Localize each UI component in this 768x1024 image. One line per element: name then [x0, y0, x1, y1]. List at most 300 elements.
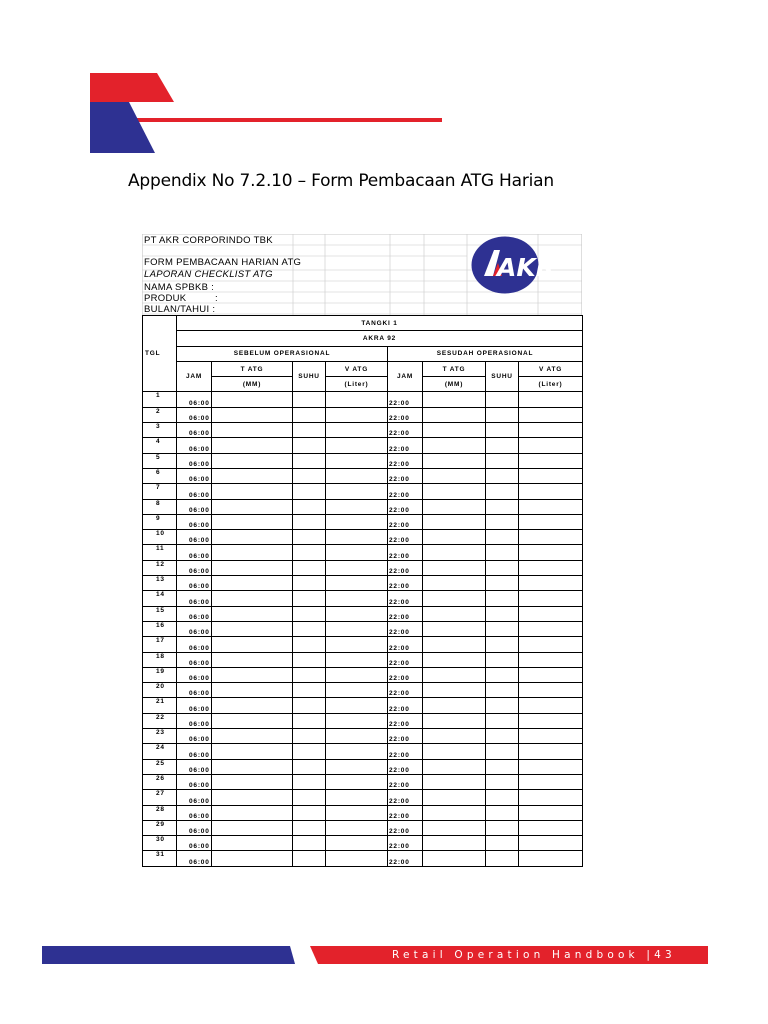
suhu-after-cell[interactable] — [486, 606, 519, 621]
day-number: 29 — [143, 820, 177, 835]
jam-before-cell: 06:00 — [177, 621, 212, 636]
suhu-after-cell[interactable] — [486, 484, 519, 499]
suhu-after-cell[interactable] — [486, 729, 519, 744]
suhu-before-cell[interactable] — [293, 744, 326, 759]
tatg-header: T ATG — [212, 361, 293, 376]
table-row — [143, 759, 583, 774]
suhu-before-cell[interactable] — [293, 729, 326, 744]
jam-before-cell: 06:00 — [177, 729, 212, 744]
tatg-after-cell[interactable] — [423, 468, 486, 483]
vatg-after-cell[interactable] — [519, 713, 583, 728]
suhu-before-cell[interactable] — [293, 621, 326, 636]
tatg-after-cell[interactable] — [423, 820, 486, 835]
vatg-after-cell[interactable] — [519, 468, 583, 483]
suhu-before-cell[interactable] — [293, 499, 326, 514]
jam-after-cell: 22:00 — [388, 453, 423, 468]
vatg-header: V ATG — [326, 361, 388, 376]
vatg-after-cell[interactable] — [519, 836, 583, 851]
jam-after-cell: 22:00 — [388, 545, 423, 560]
vatg-after-cell[interactable] — [519, 729, 583, 744]
jam-after-cell: 22:00 — [388, 805, 423, 820]
tatg-before-cell[interactable] — [212, 759, 293, 774]
tatg-before-cell[interactable] — [212, 591, 293, 606]
day-number: 19 — [143, 667, 177, 682]
jam-after-cell: 22:00 — [388, 851, 423, 866]
vatg-before-cell[interactable] — [326, 698, 388, 713]
table-row — [143, 392, 583, 407]
tatg-after-cell[interactable] — [423, 545, 486, 560]
suhu-before-cell[interactable] — [293, 407, 326, 422]
vatg-before-cell[interactable] — [326, 591, 388, 606]
vatg-before-cell[interactable] — [326, 713, 388, 728]
vatg-after-cell[interactable] — [519, 606, 583, 621]
suhu-after-cell[interactable] — [486, 759, 519, 774]
day-number: 27 — [143, 790, 177, 805]
suhu-after-cell[interactable] — [486, 774, 519, 789]
jam-header-after: JAM — [388, 361, 423, 392]
suhu-before-cell[interactable] — [293, 484, 326, 499]
tatg-before-cell[interactable] — [212, 392, 293, 407]
jam-before-cell: 06:00 — [177, 759, 212, 774]
jam-before-cell: 06:00 — [177, 713, 212, 728]
suhu-after-cell[interactable] — [486, 683, 519, 698]
tatg-before-cell[interactable] — [212, 606, 293, 621]
vatg-before-cell[interactable] — [326, 468, 388, 483]
vatg-before-cell[interactable] — [326, 392, 388, 407]
tatg-before-cell[interactable] — [212, 713, 293, 728]
suhu-before-cell[interactable] — [293, 851, 326, 866]
tatg-after-cell[interactable] — [423, 729, 486, 744]
jam-before-cell: 06:00 — [177, 851, 212, 866]
tatg-after-cell[interactable] — [423, 836, 486, 851]
vatg-after-cell[interactable] — [519, 698, 583, 713]
jam-after-cell: 22:00 — [388, 576, 423, 591]
atg-reading-table — [142, 315, 583, 867]
jam-before-cell: 06:00 — [177, 805, 212, 820]
suhu-after-cell[interactable] — [486, 790, 519, 805]
suhu-after-cell[interactable] — [486, 423, 519, 438]
jam-after-cell: 22:00 — [388, 713, 423, 728]
suhu-before-cell[interactable] — [293, 637, 326, 652]
suhu-before-cell[interactable] — [293, 759, 326, 774]
suhu-after-cell[interactable] — [486, 545, 519, 560]
suhu-after-cell[interactable] — [486, 514, 519, 529]
suhu-after-cell[interactable] — [486, 652, 519, 667]
tatg-after-cell[interactable] — [423, 790, 486, 805]
suhu-before-cell[interactable] — [293, 774, 326, 789]
tatg-after-cell[interactable] — [423, 851, 486, 866]
suhu-after-cell[interactable] — [486, 836, 519, 851]
suhu-before-cell[interactable] — [293, 560, 326, 575]
suhu-before-cell[interactable] — [293, 790, 326, 805]
vatg-before-cell[interactable] — [326, 744, 388, 759]
suhu-before-cell[interactable] — [293, 545, 326, 560]
jam-before-cell: 06:00 — [177, 453, 212, 468]
vatg-before-cell[interactable] — [326, 805, 388, 820]
jam-after-cell: 22:00 — [388, 560, 423, 575]
tatg-after-cell[interactable] — [423, 407, 486, 422]
tatg-before-cell[interactable] — [212, 407, 293, 422]
day-number: 1 — [143, 392, 177, 407]
tatg-after-cell[interactable] — [423, 606, 486, 621]
tatg-before-cell[interactable] — [212, 514, 293, 529]
table-row — [143, 683, 583, 698]
vatg-after-cell[interactable] — [519, 576, 583, 591]
tatg-before-cell[interactable] — [212, 851, 293, 866]
tgl-header: TGL — [143, 316, 177, 392]
vatg-after-cell[interactable] — [519, 560, 583, 575]
vatg-after-cell[interactable] — [519, 453, 583, 468]
jam-after-cell: 22:00 — [388, 729, 423, 744]
tatg-before-cell[interactable] — [212, 744, 293, 759]
tatg-before-cell[interactable] — [212, 499, 293, 514]
day-number: 30 — [143, 836, 177, 851]
table-row — [143, 560, 583, 575]
jam-after-cell: 22:00 — [388, 468, 423, 483]
vatg-before-cell[interactable] — [326, 576, 388, 591]
tatg-after-cell[interactable] — [423, 499, 486, 514]
vatg-before-cell[interactable] — [326, 652, 388, 667]
suhu-before-cell[interactable] — [293, 667, 326, 682]
day-number: 14 — [143, 591, 177, 606]
tatg-unit-after: (MM) — [423, 377, 486, 392]
form-title: FORM PEMBACAAN HARIAN ATG — [144, 257, 302, 268]
day-number: 12 — [143, 560, 177, 575]
table-row — [143, 423, 583, 438]
jam-after-cell: 22:00 — [388, 438, 423, 453]
suhu-after-cell[interactable] — [486, 713, 519, 728]
suhu-before-cell[interactable] — [293, 576, 326, 591]
suhu-after-cell[interactable] — [486, 407, 519, 422]
vatg-before-cell[interactable] — [326, 484, 388, 499]
vatg-before-cell[interactable] — [326, 729, 388, 744]
footer-handbook-page: Retail Operation Handbook |43 — [392, 949, 676, 961]
vatg-unit: (Liter) — [326, 377, 388, 392]
jam-after-cell: 22:00 — [388, 637, 423, 652]
tatg-after-cell[interactable] — [423, 453, 486, 468]
tatg-before-cell[interactable] — [212, 484, 293, 499]
tatg-before-cell[interactable] — [212, 667, 293, 682]
company-name: PT AKR CORPORINDO TBK — [144, 235, 273, 246]
jam-after-cell: 22:00 — [388, 652, 423, 667]
table-row — [143, 790, 583, 805]
vatg-before-cell[interactable] — [326, 530, 388, 545]
vatg-before-cell[interactable] — [326, 606, 388, 621]
tatg-after-cell[interactable] — [423, 759, 486, 774]
tatg-after-cell[interactable] — [423, 713, 486, 728]
jam-before-cell: 06:00 — [177, 392, 212, 407]
jam-after-cell: 22:00 — [388, 591, 423, 606]
day-number: 18 — [143, 652, 177, 667]
table-row — [143, 438, 583, 453]
vatg-after-cell[interactable] — [519, 438, 583, 453]
tatg-before-cell[interactable] — [212, 637, 293, 652]
suhu-after-cell[interactable] — [486, 576, 519, 591]
field-nama-spbkb: NAMA SPBKB : — [144, 282, 215, 293]
tatg-before-cell[interactable] — [212, 820, 293, 835]
tatg-after-cell[interactable] — [423, 392, 486, 407]
tatg-before-cell[interactable] — [212, 530, 293, 545]
suhu-after-cell[interactable] — [486, 820, 519, 835]
suhu-after-cell[interactable] — [486, 621, 519, 636]
vatg-after-cell[interactable] — [519, 407, 583, 422]
tatg-before-cell[interactable] — [212, 453, 293, 468]
suhu-before-cell[interactable] — [293, 805, 326, 820]
tatg-after-cell[interactable] — [423, 484, 486, 499]
suhu-after-cell[interactable] — [486, 805, 519, 820]
vatg-after-cell[interactable] — [519, 820, 583, 835]
table-row — [143, 514, 583, 529]
suhu-before-cell[interactable] — [293, 423, 326, 438]
jam-after-cell: 22:00 — [388, 514, 423, 529]
tatg-before-cell[interactable] — [212, 621, 293, 636]
table-row — [143, 591, 583, 606]
table-row — [143, 774, 583, 789]
jam-after-cell: 22:00 — [388, 759, 423, 774]
jam-before-cell: 06:00 — [177, 530, 212, 545]
day-number: 28 — [143, 805, 177, 820]
vatg-after-cell[interactable] — [519, 667, 583, 682]
jam-before-cell: 06:00 — [177, 698, 212, 713]
tatg-before-cell[interactable] — [212, 423, 293, 438]
suhu-after-cell[interactable] — [486, 698, 519, 713]
suhu-after-cell[interactable] — [486, 392, 519, 407]
table-row — [143, 713, 583, 728]
suhu-after-cell[interactable] — [486, 851, 519, 866]
suhu-before-cell[interactable] — [293, 606, 326, 621]
tangki-header: TANGKI 1 — [177, 316, 583, 331]
vatg-before-cell[interactable] — [326, 637, 388, 652]
day-number: 17 — [143, 637, 177, 652]
vatg-before-cell[interactable] — [326, 790, 388, 805]
tatg-before-cell[interactable] — [212, 560, 293, 575]
vatg-after-cell[interactable] — [519, 530, 583, 545]
atg-form — [142, 234, 582, 867]
vatg-after-cell[interactable] — [519, 774, 583, 789]
tatg-after-cell[interactable] — [423, 683, 486, 698]
field-bulan-tahun: BULAN/TAHUI : — [144, 304, 216, 315]
vatg-before-cell[interactable] — [326, 545, 388, 560]
suhu-after-cell[interactable] — [486, 530, 519, 545]
vatg-after-cell[interactable] — [519, 851, 583, 866]
jam-before-cell: 06:00 — [177, 484, 212, 499]
suhu-after-cell[interactable] — [486, 637, 519, 652]
vatg-after-cell[interactable] — [519, 545, 583, 560]
vatg-before-cell[interactable] — [326, 759, 388, 774]
vatg-after-cell[interactable] — [519, 484, 583, 499]
suhu-before-cell[interactable] — [293, 683, 326, 698]
vatg-after-cell[interactable] — [519, 423, 583, 438]
suhu-before-cell[interactable] — [293, 698, 326, 713]
vatg-before-cell[interactable] — [326, 774, 388, 789]
tatg-after-cell[interactable] — [423, 591, 486, 606]
suhu-after-cell[interactable] — [486, 453, 519, 468]
tatg-after-cell[interactable] — [423, 774, 486, 789]
vatg-before-cell[interactable] — [326, 453, 388, 468]
table-row — [143, 729, 583, 744]
day-number: 20 — [143, 683, 177, 698]
table-row — [143, 499, 583, 514]
table-row — [143, 621, 583, 636]
suhu-before-cell[interactable] — [293, 713, 326, 728]
tatg-after-cell[interactable] — [423, 621, 486, 636]
vatg-before-cell[interactable] — [326, 514, 388, 529]
day-number: 9 — [143, 514, 177, 529]
table-row — [143, 453, 583, 468]
suhu-before-cell[interactable] — [293, 820, 326, 835]
table-row — [143, 820, 583, 835]
vatg-after-cell[interactable] — [519, 790, 583, 805]
jam-before-cell: 06:00 — [177, 637, 212, 652]
akr-logo-text: AKR — [497, 253, 555, 282]
vatg-before-cell[interactable] — [326, 621, 388, 636]
tatg-after-cell[interactable] — [423, 744, 486, 759]
vatg-after-cell[interactable] — [519, 637, 583, 652]
vatg-before-cell[interactable] — [326, 499, 388, 514]
day-number: 13 — [143, 576, 177, 591]
tatg-after-cell[interactable] — [423, 438, 486, 453]
vatg-before-cell[interactable] — [326, 438, 388, 453]
table-row — [143, 407, 583, 422]
table-row — [143, 606, 583, 621]
jam-before-cell: 06:00 — [177, 606, 212, 621]
tatg-before-cell[interactable] — [212, 836, 293, 851]
jam-after-cell: 22:00 — [388, 667, 423, 682]
jam-after-cell: 22:00 — [388, 499, 423, 514]
jam-before-cell: 06:00 — [177, 468, 212, 483]
tatg-before-cell[interactable] — [212, 576, 293, 591]
jam-before-cell: 06:00 — [177, 438, 212, 453]
vatg-before-cell[interactable] — [326, 667, 388, 682]
vatg-after-cell[interactable] — [519, 652, 583, 667]
akr-logo — [471, 236, 555, 294]
jam-header: JAM — [177, 361, 212, 392]
suhu-after-cell[interactable] — [486, 560, 519, 575]
tatg-header-after: T ATG — [423, 361, 486, 376]
table-row — [143, 545, 583, 560]
jam-after-cell: 22:00 — [388, 423, 423, 438]
sebelum-operasional-header: SEBELUM OPERASIONAL — [177, 346, 388, 361]
day-number: 22 — [143, 713, 177, 728]
tatg-after-cell[interactable] — [423, 560, 486, 575]
jam-after-cell: 22:00 — [388, 698, 423, 713]
tatg-after-cell[interactable] — [423, 530, 486, 545]
day-number: 26 — [143, 774, 177, 789]
day-number: 6 — [143, 468, 177, 483]
tatg-before-cell[interactable] — [212, 652, 293, 667]
tatg-before-cell[interactable] — [212, 698, 293, 713]
suhu-after-cell[interactable] — [486, 591, 519, 606]
vatg-before-cell[interactable] — [326, 423, 388, 438]
suhu-before-cell[interactable] — [293, 514, 326, 529]
day-number: 24 — [143, 744, 177, 759]
jam-before-cell: 06:00 — [177, 560, 212, 575]
vatg-before-cell[interactable] — [326, 407, 388, 422]
tatg-before-cell[interactable] — [212, 468, 293, 483]
day-number: 10 — [143, 530, 177, 545]
product-header: AKRA 92 — [177, 331, 583, 346]
tatg-after-cell[interactable] — [423, 652, 486, 667]
tatg-after-cell[interactable] — [423, 423, 486, 438]
suhu-before-cell[interactable] — [293, 438, 326, 453]
vatg-after-cell[interactable] — [519, 683, 583, 698]
table-row — [143, 576, 583, 591]
suhu-before-cell[interactable] — [293, 836, 326, 851]
vatg-after-cell[interactable] — [519, 499, 583, 514]
jam-after-cell: 22:00 — [388, 774, 423, 789]
jam-after-cell: 22:00 — [388, 606, 423, 621]
tatg-before-cell[interactable] — [212, 805, 293, 820]
tatg-after-cell[interactable] — [423, 637, 486, 652]
suhu-after-cell[interactable] — [486, 438, 519, 453]
table-row — [143, 530, 583, 545]
table-row — [143, 744, 583, 759]
tatg-before-cell[interactable] — [212, 729, 293, 744]
day-number: 2 — [143, 407, 177, 422]
vatg-before-cell[interactable] — [326, 560, 388, 575]
day-number: 4 — [143, 438, 177, 453]
jam-before-cell: 06:00 — [177, 820, 212, 835]
vatg-after-cell[interactable] — [519, 759, 583, 774]
jam-after-cell: 22:00 — [388, 683, 423, 698]
tatg-before-cell[interactable] — [212, 683, 293, 698]
tatg-before-cell[interactable] — [212, 790, 293, 805]
vatg-before-cell[interactable] — [326, 683, 388, 698]
tatg-after-cell[interactable] — [423, 698, 486, 713]
tatg-after-cell[interactable] — [423, 667, 486, 682]
tatg-after-cell[interactable] — [423, 514, 486, 529]
jam-after-cell: 22:00 — [388, 744, 423, 759]
table-row — [143, 468, 583, 483]
suhu-before-cell[interactable] — [293, 652, 326, 667]
tatg-after-cell[interactable] — [423, 576, 486, 591]
tatg-before-cell[interactable] — [212, 774, 293, 789]
vatg-before-cell[interactable] — [326, 836, 388, 851]
jam-before-cell: 06:00 — [177, 683, 212, 698]
akr-red-navy-stripe-logo — [90, 73, 442, 153]
table-row — [143, 484, 583, 499]
suhu-after-cell[interactable] — [486, 744, 519, 759]
suhu-before-cell[interactable] — [293, 591, 326, 606]
vatg-after-cell[interactable] — [519, 621, 583, 636]
day-number: 21 — [143, 698, 177, 713]
jam-after-cell: 22:00 — [388, 621, 423, 636]
tatg-before-cell[interactable] — [212, 545, 293, 560]
atg-table-body — [143, 392, 583, 866]
suhu-before-cell[interactable] — [293, 468, 326, 483]
suhu-after-cell[interactable] — [486, 468, 519, 483]
suhu-before-cell[interactable] — [293, 530, 326, 545]
suhu-before-cell[interactable] — [293, 392, 326, 407]
suhu-before-cell[interactable] — [293, 453, 326, 468]
vatg-after-cell[interactable] — [519, 591, 583, 606]
form-subtitle: LAPORAN CHECKLIST ATG — [144, 269, 273, 280]
suhu-after-cell[interactable] — [486, 667, 519, 682]
vatg-before-cell[interactable] — [326, 851, 388, 866]
vatg-after-cell[interactable] — [519, 392, 583, 407]
vatg-after-cell[interactable] — [519, 514, 583, 529]
day-number: 31 — [143, 851, 177, 866]
tatg-before-cell[interactable] — [212, 438, 293, 453]
tatg-after-cell[interactable] — [423, 805, 486, 820]
day-number: 25 — [143, 759, 177, 774]
vatg-before-cell[interactable] — [326, 820, 388, 835]
suhu-after-cell[interactable] — [486, 499, 519, 514]
table-row — [143, 805, 583, 820]
tatg-unit: (MM) — [212, 377, 293, 392]
vatg-after-cell[interactable] — [519, 744, 583, 759]
vatg-after-cell[interactable] — [519, 805, 583, 820]
